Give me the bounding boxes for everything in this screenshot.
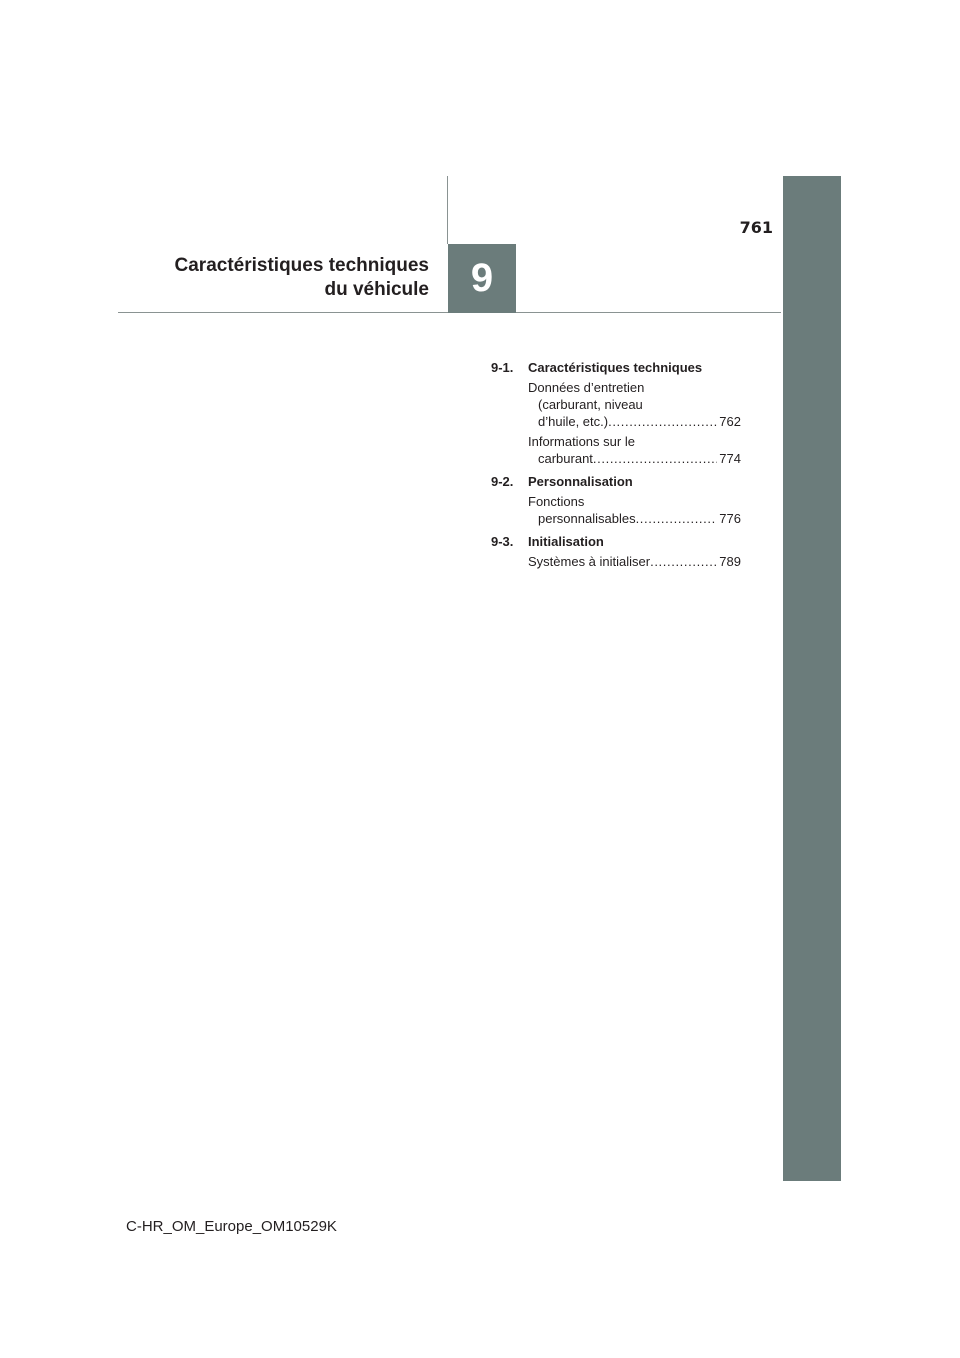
toc-page-number: 774 [719,451,741,466]
table-of-contents [491,355,741,570]
toc-section-number: 9-3. [491,534,514,549]
toc-section-number: 9-2. [491,474,514,489]
toc-entry-leader-line [528,413,741,430]
chapter-title [109,254,429,302]
toc-leader-dots [608,413,717,430]
toc-page-number: 776 [719,511,741,526]
toc-section-9-2[interactable] [491,473,741,490]
page-number: 761 [739,218,773,237]
toc-entry-text: d’huile, etc.) [538,414,609,429]
side-chapter-tab [783,176,841,1181]
toc-section-9-3[interactable] [491,533,741,550]
toc-entry-leader-line [528,553,741,570]
chapter-title-line-1: Caractéristiques techniques [174,255,429,276]
toc-section-title: Personnalisation [528,474,633,489]
chapter-title-line-2: du véhicule [324,279,429,300]
chapter-number-box [448,244,516,313]
toc-entry-line: Données d’entretien [528,380,645,395]
toc-section-number: 9-1. [491,360,514,375]
toc-entry-text: Systèmes à initialiser [528,554,651,569]
toc-entry-line: Fonctions [528,494,585,509]
toc-entry-line: Informations sur le [528,434,635,449]
toc-section-title: Caractéristiques techniques [528,360,703,375]
toc-page-number: 789 [719,554,741,569]
toc-entry-line: (carburant, niveau [538,397,643,412]
toc-entry-donnees-entretien[interactable] [491,379,741,430]
toc-entry-leader-line [528,510,741,527]
toc-entry-text: personnalisables [538,511,636,526]
toc-entry-leader-line [528,450,741,467]
toc-entry-text: carburant [538,451,593,466]
toc-entry-fonctions-personnalisables[interactable] [491,493,741,527]
toc-entry-informations-carburant[interactable] [491,433,741,467]
toc-section-title: Initialisation [528,534,604,549]
toc-section-9-1[interactable] [491,359,741,376]
toc-leader-dots [593,450,717,467]
toc-leader-dots [650,553,717,570]
toc-page-number: 762 [719,414,741,429]
vertical-divider [447,176,448,244]
toc-entry-systemes-initialiser[interactable] [491,553,741,570]
chapter-number: 9 [470,256,494,300]
toc-leader-dots [636,510,718,527]
document-code-footer: C-HR_OM_Europe_OM10529K [126,1218,337,1235]
